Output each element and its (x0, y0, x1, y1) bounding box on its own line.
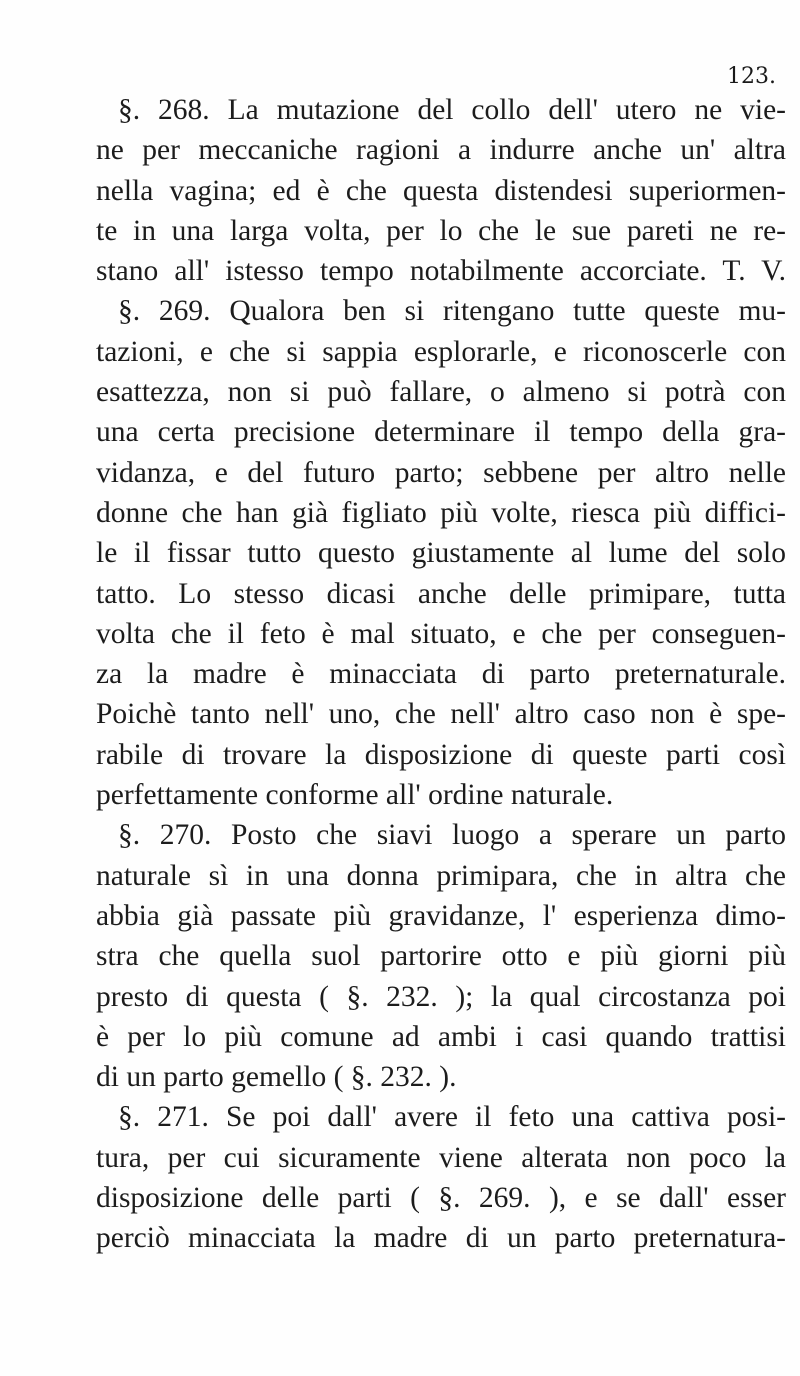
text-line: è per lo più comune ad ambi i casi quando trattisi (96, 1020, 786, 1053)
text-line: §. 270. Posto che siavi luogo a sperare un parto (118, 819, 786, 852)
text-line: le il fissar tutto questo giustamente al lume del solo (96, 537, 786, 570)
text-line: te in una larga volta, per lo che le sue pareti ne re- (96, 214, 786, 247)
text-line: ne per meccaniche ragioni a indurre anche un' altra (96, 134, 786, 167)
text-line: abbia già passate più gravidanze, l' esperienza dimo- (96, 899, 786, 932)
text-line: una certa precisione determinare il tempo della gra- (96, 416, 786, 449)
text-line: esattezza, non si può fallare, o almeno si potrà con (96, 376, 786, 409)
text-line: perfettamente conforme all' ordine naturale. (96, 779, 614, 812)
text-line: stano all' istesso tempo notabilmente accorciate. T. V. (96, 255, 786, 288)
text-line: disposizione delle parti ( §. 269. ), e se dall' esser (96, 1182, 786, 1215)
text-line: vidanza, e del futuro parto; sebbene per altro nelle (96, 456, 786, 489)
text-line: tura, per cui sicuramente viene alterata non poco la (96, 1141, 786, 1174)
page-number: 123. (727, 64, 776, 89)
text-line: di un parto gemello ( §. 232. ). (96, 1061, 457, 1094)
text-line: perciò minacciata la madre di un parto preternatura- (96, 1222, 786, 1255)
text-line: §. 271. Se poi dall' avere il feto una cattiva posi- (118, 1101, 786, 1134)
text-line: presto di questa ( §. 232. ); la qual circostanza poi (96, 980, 786, 1013)
text-line: §. 268. La mutazione del collo dell' utero ne vie- (118, 94, 786, 126)
text-line: nella vagina; ed è che questa distendesi superiormen- (96, 174, 786, 207)
body-text (96, 90, 786, 1259)
text-line: tatto. Lo stesso dicasi anche delle primipare, tutta (96, 577, 786, 610)
text-line: za la madre è minacciata di parto preternaturale. (96, 658, 786, 691)
text-line: volta che il feto è mal situato, e che per conseguen- (96, 617, 786, 650)
text-line: Poichè tanto nell' uno, che nell' altro caso non è spe- (96, 698, 786, 731)
text-line: stra che quella suol partorire otto e più giorni più (96, 940, 786, 973)
text-line: §. 269. Qualora ben si ritengano tutte queste mu- (118, 295, 786, 328)
text-line: donne che han già figliato più volte, riesca più diffici- (96, 496, 786, 529)
text-line: naturale sì in una donna primipara, che in altra che (96, 859, 786, 892)
text-line: rabile di trovare la disposizione di queste parti così (96, 738, 786, 771)
text-line: tazioni, e che si sappia esplorarle, e riconoscerle con (96, 335, 786, 368)
